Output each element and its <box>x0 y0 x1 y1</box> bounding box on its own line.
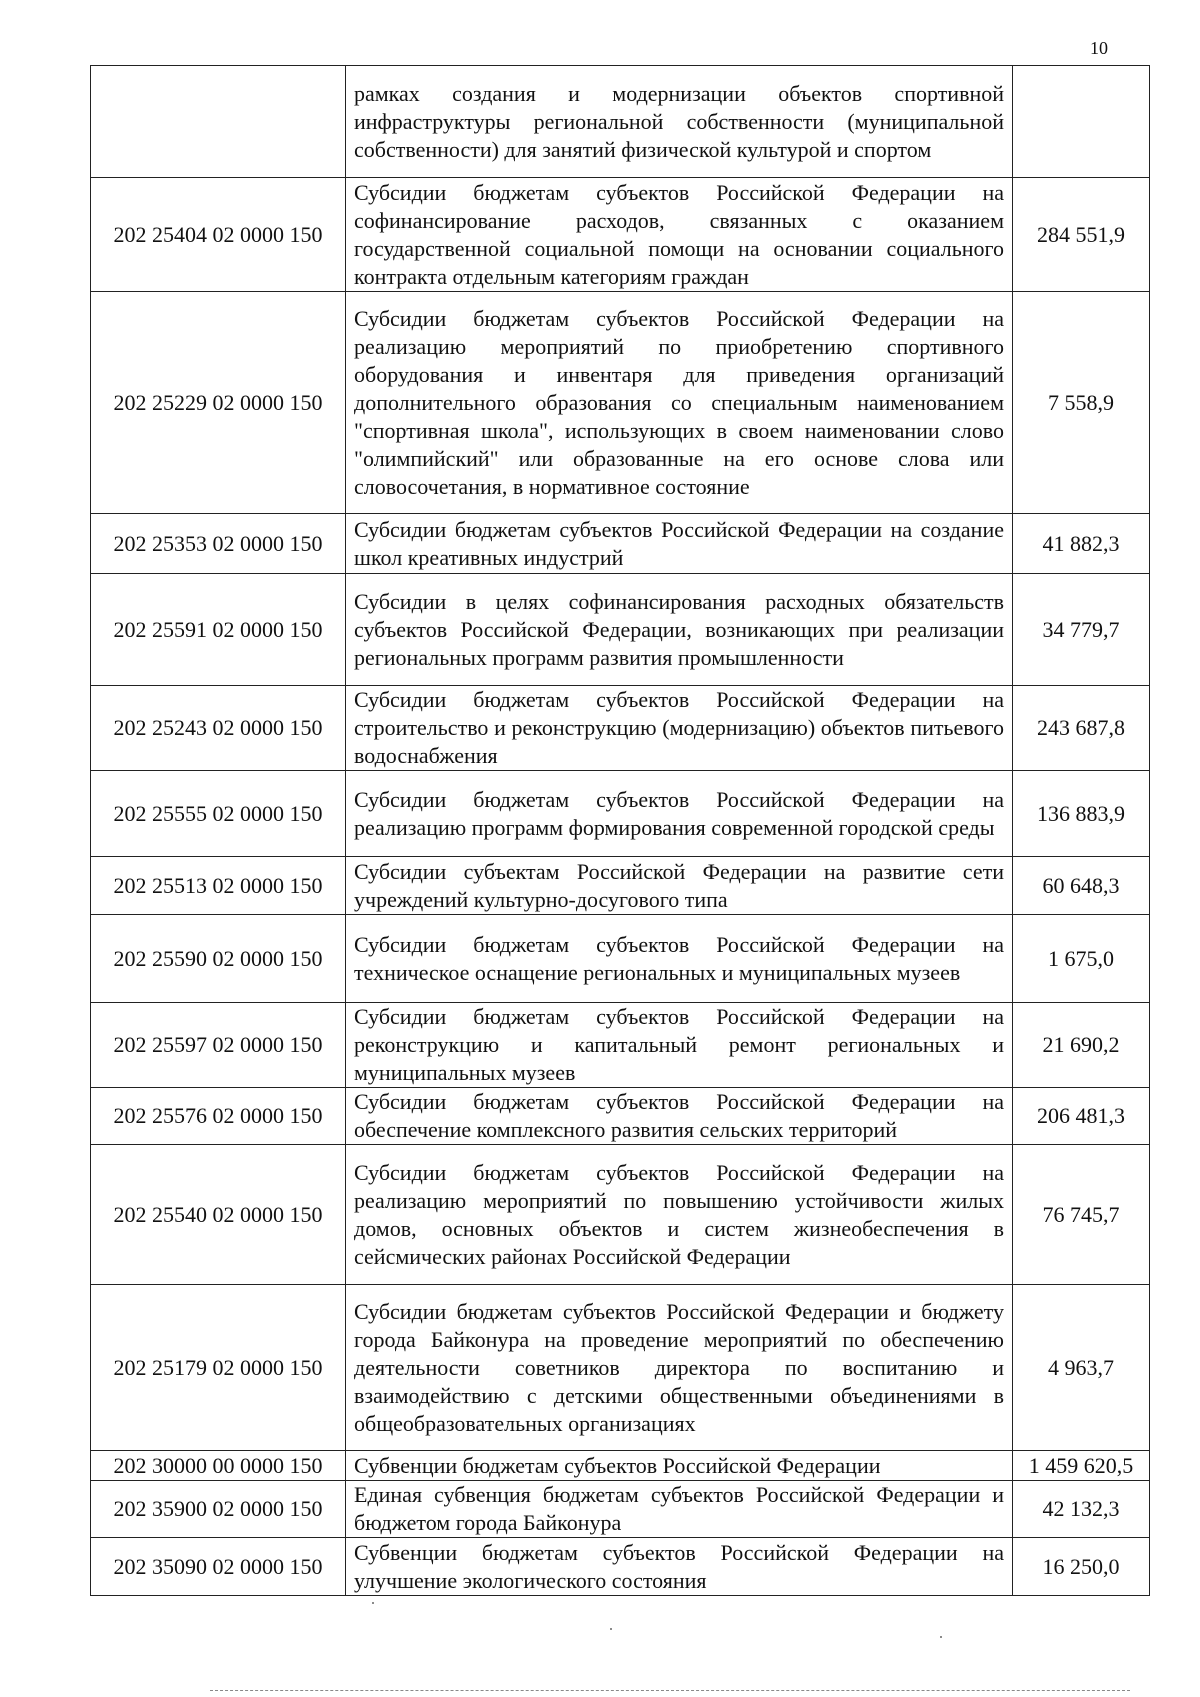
table-cell-code <box>91 66 346 178</box>
table-cell-code: 202 35090 02 0000 150 <box>91 1538 346 1596</box>
table-cell-code: 202 25353 02 0000 150 <box>91 514 346 574</box>
table-row <box>91 857 1150 915</box>
table-row <box>91 574 1150 686</box>
table-cell-amount: 243 687,8 <box>1013 686 1150 771</box>
table-cell-description: Субсидии в целях софинансирования расходных обязательств субъектов Российской Федерации, возникающих при реализации региональных программ развития промышленности <box>346 574 1013 686</box>
table-cell-amount: 60 648,3 <box>1013 857 1150 915</box>
table-cell-code: 202 25513 02 0000 150 <box>91 857 346 915</box>
table-cell-amount: 16 250,0 <box>1013 1538 1150 1596</box>
table-cell-amount: 34 779,7 <box>1013 574 1150 686</box>
table-cell-code: 202 25404 02 0000 150 <box>91 178 346 292</box>
table-cell-amount: 136 883,9 <box>1013 771 1150 857</box>
table-cell-code: 202 25243 02 0000 150 <box>91 686 346 771</box>
table-cell-code: 202 30000 00 0000 150 <box>91 1451 346 1481</box>
table-row <box>91 1538 1150 1596</box>
table-row <box>91 771 1150 857</box>
table-cell-description: Субвенции бюджетам субъектов Российской Федерации на улучшение экологического состояния <box>346 1538 1013 1596</box>
scan-speck <box>610 1628 612 1630</box>
table-row <box>91 1451 1150 1481</box>
table-cell-description: Субсидии бюджетам субъектов Российской Федерации на техническое оснащение региональных и муниципальных музеев <box>346 915 1013 1003</box>
table-cell-description: Субсидии бюджетам субъектов Российской Федерации и бюджету города Байконура на проведение мероприятий по обеспечению деятельности советников директора по воспитанию и взаимодействию с детскими общественными объединениями в общеобразовательных организациях <box>346 1285 1013 1451</box>
table-cell-amount <box>1013 66 1150 178</box>
scan-bottom-edge <box>210 1690 1130 1691</box>
table-cell-amount: 7 558,9 <box>1013 292 1150 514</box>
table-row <box>91 1003 1150 1088</box>
table-row <box>91 1285 1150 1451</box>
table-cell-amount: 284 551,9 <box>1013 178 1150 292</box>
table-cell-description: Единая субвенция бюджетам субъектов Российской Федерации и бюджетом города Байконура <box>346 1481 1013 1538</box>
table-cell-description: рамках создания и модернизации объектов спортивной инфраструктуры региональной собственности (муниципальной собственности) для занятий физической культурой и спортом <box>346 66 1013 178</box>
table-row <box>91 66 1150 178</box>
table-row <box>91 915 1150 1003</box>
table-cell-amount: 4 963,7 <box>1013 1285 1150 1451</box>
table-row <box>91 292 1150 514</box>
table-cell-code: 202 35900 02 0000 150 <box>91 1481 346 1538</box>
table-cell-amount: 1 459 620,5 <box>1013 1451 1150 1481</box>
table-cell-description: Субсидии бюджетам субъектов Российской Федерации на реконструкцию и капитальный ремонт региональных и муниципальных музеев <box>346 1003 1013 1088</box>
table-cell-description: Субсидии бюджетам субъектов Российской Федерации на реализацию мероприятий по повышению устойчивости жилых домов, основных объектов и систем жизнеобеспечения в сейсмических районах Российской Федерации <box>346 1145 1013 1285</box>
table-cell-amount: 1 675,0 <box>1013 915 1150 1003</box>
table-cell-code: 202 25597 02 0000 150 <box>91 1003 346 1088</box>
table-cell-code: 202 25591 02 0000 150 <box>91 574 346 686</box>
table-row <box>91 514 1150 574</box>
table-cell-description: Субсидии бюджетам субъектов Российской Федерации на обеспечение комплексного развития сельских территорий <box>346 1088 1013 1145</box>
scan-speck <box>940 1636 942 1638</box>
table-row <box>91 1145 1150 1285</box>
table-cell-code: 202 25179 02 0000 150 <box>91 1285 346 1451</box>
table-cell-description: Субсидии бюджетам субъектов Российской Федерации на создание школ креативных индустрий <box>346 514 1013 574</box>
budget-table <box>90 65 1150 1596</box>
table-cell-code: 202 25576 02 0000 150 <box>91 1088 346 1145</box>
table-cell-amount: 76 745,7 <box>1013 1145 1150 1285</box>
table-cell-description: Субсидии бюджетам субъектов Российской Федерации на софинансирование расходов, связанных с оказанием государственной социальной помощи на основании социального контракта отдельным категориям граждан <box>346 178 1013 292</box>
table-cell-code: 202 25229 02 0000 150 <box>91 292 346 514</box>
table-cell-description: Субсидии субъектам Российской Федерации на развитие сети учреждений культурно-досугового типа <box>346 857 1013 915</box>
table-cell-amount: 41 882,3 <box>1013 514 1150 574</box>
page-number: 10 <box>1090 38 1108 58</box>
table-cell-amount: 206 481,3 <box>1013 1088 1150 1145</box>
table-cell-code: 202 25540 02 0000 150 <box>91 1145 346 1285</box>
table-row <box>91 178 1150 292</box>
scan-speck <box>372 1602 374 1604</box>
table-cell-description: Субвенции бюджетам субъектов Российской Федерации <box>346 1451 1013 1481</box>
table-cell-code: 202 25555 02 0000 150 <box>91 771 346 857</box>
table-row <box>91 1481 1150 1538</box>
table-row <box>91 686 1150 771</box>
table-cell-amount: 21 690,2 <box>1013 1003 1150 1088</box>
table-cell-amount: 42 132,3 <box>1013 1481 1150 1538</box>
table-cell-code: 202 25590 02 0000 150 <box>91 915 346 1003</box>
table-cell-description: Субсидии бюджетам субъектов Российской Федерации на реализацию мероприятий по приобретению спортивного оборудования и инвентаря для приведения организаций дополнительного образования со специальным наименованием "спортивная школа", использующих в своем наименовании слово "олимпийский" или образованные на его основе слова или словосочетания, в нормативное состояние <box>346 292 1013 514</box>
table-cell-description: Субсидии бюджетам субъектов Российской Федерации на реализацию программ формирования современной городской среды <box>346 771 1013 857</box>
table-cell-description: Субсидии бюджетам субъектов Российской Федерации на строительство и реконструкцию (модернизацию) объектов питьевого водоснабжения <box>346 686 1013 771</box>
table-row <box>91 1088 1150 1145</box>
